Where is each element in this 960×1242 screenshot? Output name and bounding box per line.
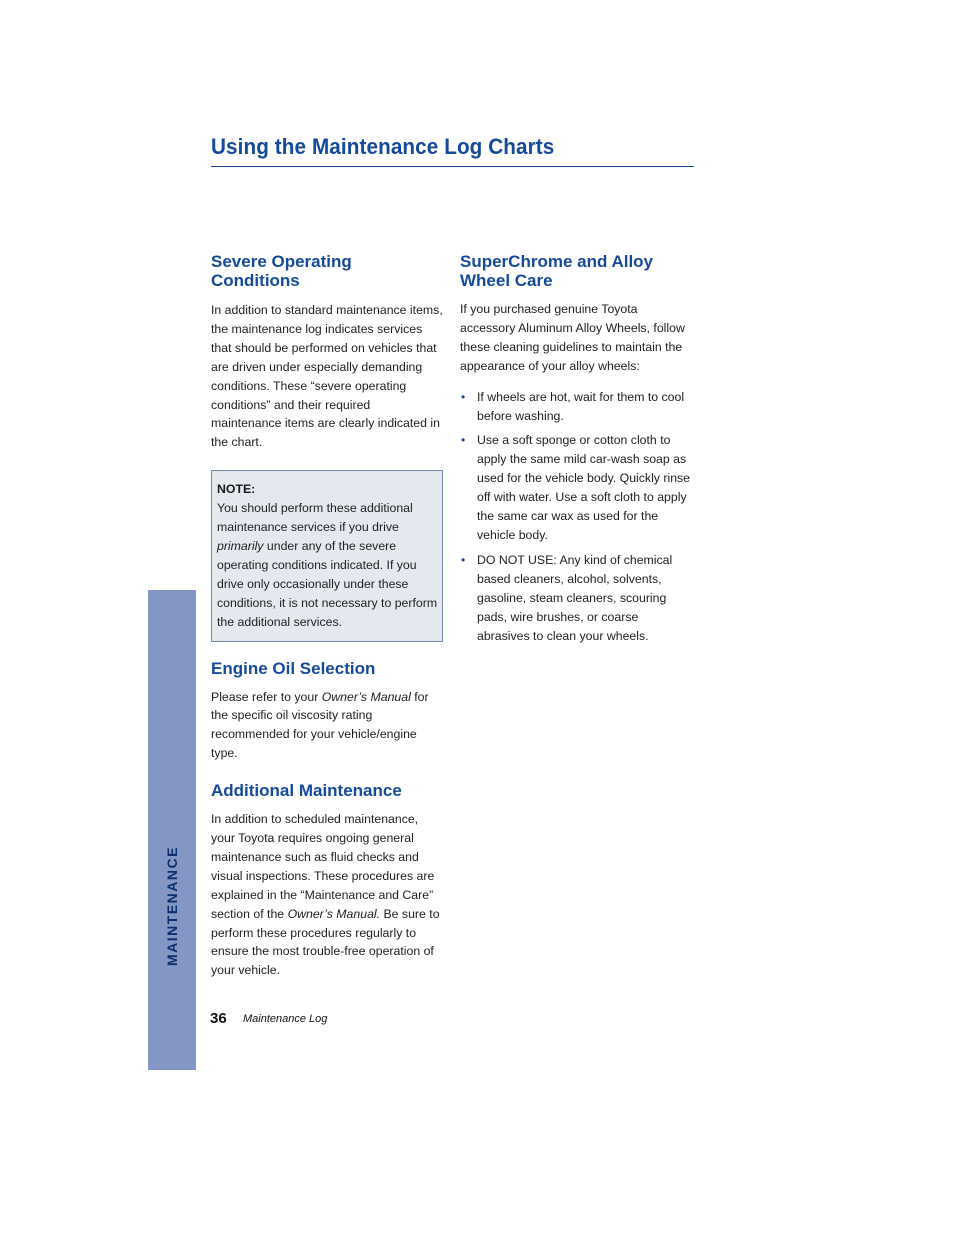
list-item [460, 431, 694, 544]
note-text-before: You should perform these additional maintenance services if you drive [217, 501, 413, 535]
page-title: Using the Maintenance Log Charts [211, 134, 555, 159]
bullet-text: If wheels are hot, wait for them to cool before washing. [477, 389, 685, 423]
left-column [211, 252, 443, 980]
wheels-heading: SuperChrome and Alloy Wheel Care [460, 252, 654, 290]
severe-body: In addition to standard maintenance items, the maintenance log indicates services that should be performed on vehicles that are driven under especially demanding conditions. These “severe operating conditions” and their required maintenance items are clearly indicated in the chart. [211, 303, 443, 450]
engine-oil-text-after: for the specific oil viscosity rating recommended for your vehicle/engine type. [211, 689, 429, 761]
engine-oil-heading: Engine Oil Selection [211, 658, 376, 678]
list-item [460, 388, 694, 426]
bullet-icon: • [461, 389, 466, 404]
additional-emphasis: Owner’s Manual. [287, 906, 381, 921]
wheels-intro: If you purchased genuine Toyota accessory Aluminum Alloy Wheels, follow these cleaning guidelines to maintain the appearance of your alloy wheels: [460, 302, 685, 373]
side-tab [148, 590, 196, 1070]
footer-label: Maintenance Log [243, 1013, 328, 1025]
wheels-bullet-list [460, 388, 694, 646]
engine-oil-section [211, 659, 443, 764]
additional-body [211, 810, 443, 980]
additional-heading: Additional Maintenance [211, 781, 402, 801]
additional-text-after: Be sure to perform these procedures regularly to ensure the most trouble-free operation of your vehicle. [211, 906, 440, 978]
severe-section [211, 252, 443, 452]
note-text-after: under any of the severe operating conditions indicated. If you drive only occasionally under these conditions, it is not necessary to perform the additional services. [217, 538, 438, 629]
bullet-icon: • [461, 552, 466, 567]
note-box [211, 470, 443, 641]
note-emphasis: primarily [217, 538, 264, 553]
bullet-icon: • [461, 433, 466, 448]
list-item [460, 551, 694, 646]
side-tab-label: MAINTENANCE [164, 846, 180, 966]
additional-section [211, 781, 443, 980]
engine-oil-emphasis: Owner’s Manual [321, 689, 411, 704]
note-label: NOTE: [217, 482, 256, 497]
bullet-text: DO NOT USE: Any kind of chemical based cleaners, alcohol, solvents, gasoline, steam cleaners, scouring pads, wire brushes, or coarse abrasives to clean your wheels. [477, 552, 673, 643]
right-column [460, 252, 694, 651]
title-rule [211, 166, 694, 167]
side-tab-label-wrap [164, 846, 180, 966]
severe-heading: Severe Operating Conditions [211, 252, 352, 290]
note-text [217, 499, 438, 631]
additional-text-before: In addition to scheduled maintenance, your Toyota requires ongoing general maintenance such as fluid checks and visual inspections. These procedures are explained in the “Maintenance and Care” section of the [211, 812, 435, 921]
bullet-text: Use a soft sponge or cotton cloth to apply the same mild car-wash soap as used for the vehicle body. Quickly rinse off with water. Use a soft cloth to apply the same car wax as used for the vehicle body. [477, 433, 691, 542]
engine-oil-text-before: Please refer to your [211, 689, 322, 704]
engine-oil-body [211, 688, 443, 764]
page-number: 36 [210, 1010, 227, 1027]
wheels-section [460, 252, 694, 645]
